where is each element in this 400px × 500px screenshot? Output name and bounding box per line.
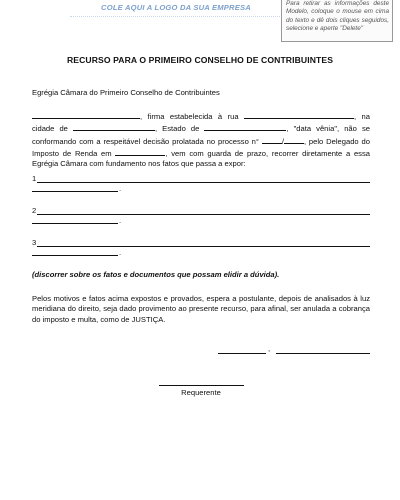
intro-text-2: , na — [354, 112, 370, 121]
intro-text-5: , "data vênia", não se conformando com a respeitável decisão prolatada no processo n° — [32, 124, 370, 146]
intro-text-1: , firma estabelecida à rua — [140, 112, 239, 121]
intro-text-3: cidade de — [32, 124, 68, 134]
fact-period: . — [119, 248, 122, 257]
fact-period: . — [119, 184, 122, 193]
process-number-blank[interactable] — [262, 135, 282, 144]
fact-line[interactable] — [32, 191, 118, 192]
place-blank[interactable] — [218, 353, 266, 354]
logo-placeholder: COLE AQUI A LOGO DA SUA EMPRESA — [70, 0, 282, 17]
intro-text-8: , vem com guarda de prazo, recorrer diretamente a essa Egrégia Câmara com fundamento nos fatos que passa a expor: — [32, 148, 370, 169]
fact-number: 2 — [32, 206, 37, 215]
intro-text-4: , Estado de — [154, 124, 200, 134]
street-blank[interactable] — [244, 110, 354, 119]
process-year-blank[interactable] — [281, 135, 304, 146]
fact-number: 1 — [32, 174, 37, 183]
fact-line[interactable] — [32, 223, 118, 224]
state-blank[interactable] — [204, 122, 286, 131]
date-blank[interactable] — [276, 353, 370, 354]
company-name-blank[interactable] — [32, 110, 140, 119]
fact-number: 3 — [32, 238, 37, 247]
fact-line[interactable] — [37, 214, 370, 215]
place-date — [218, 344, 370, 356]
instruction-note: Para retirar as informações deste Modelo, coloque o mouse em cima do texto e dê dois cliques seguidos, selecione e aperte "Delete" — [281, 0, 393, 42]
fact-line[interactable] — [37, 182, 370, 183]
fact-period: . — [119, 216, 122, 225]
place-date-comma: , — [268, 344, 271, 353]
delegacy-location-blank[interactable] — [115, 147, 165, 156]
intro-text-7: , pelo Delegado do Imposto de Renda em — [32, 136, 370, 158]
discorrer-instruction: (discorrer sobre os fatos e documentos que possam elidir a dúvida). — [32, 270, 280, 279]
intro-paragraph — [32, 110, 370, 169]
fact-line[interactable] — [37, 246, 370, 247]
addressee: Egrégia Câmara do Primeiro Conselho de Contribuintes — [32, 88, 220, 97]
document-title: RECURSO PARA O PRIMEIRO CONSELHO DE CONTRIBUINTES — [66, 55, 334, 65]
signature-label: Requerente — [181, 388, 221, 397]
signature-line[interactable] — [159, 385, 244, 386]
city-blank[interactable] — [73, 122, 155, 131]
closing-paragraph: Pelos motivos e fatos acima expostos e provados, espera a postulante, depois de analisados à luz meridiana do direito, seja dado provimento ao presente recurso, para afinal, ser anulada a cobrança do imposto e multa, como de JUSTIÇA. — [32, 294, 370, 324]
intro-text-6: / — [281, 136, 284, 146]
fact-line[interactable] — [32, 255, 118, 256]
